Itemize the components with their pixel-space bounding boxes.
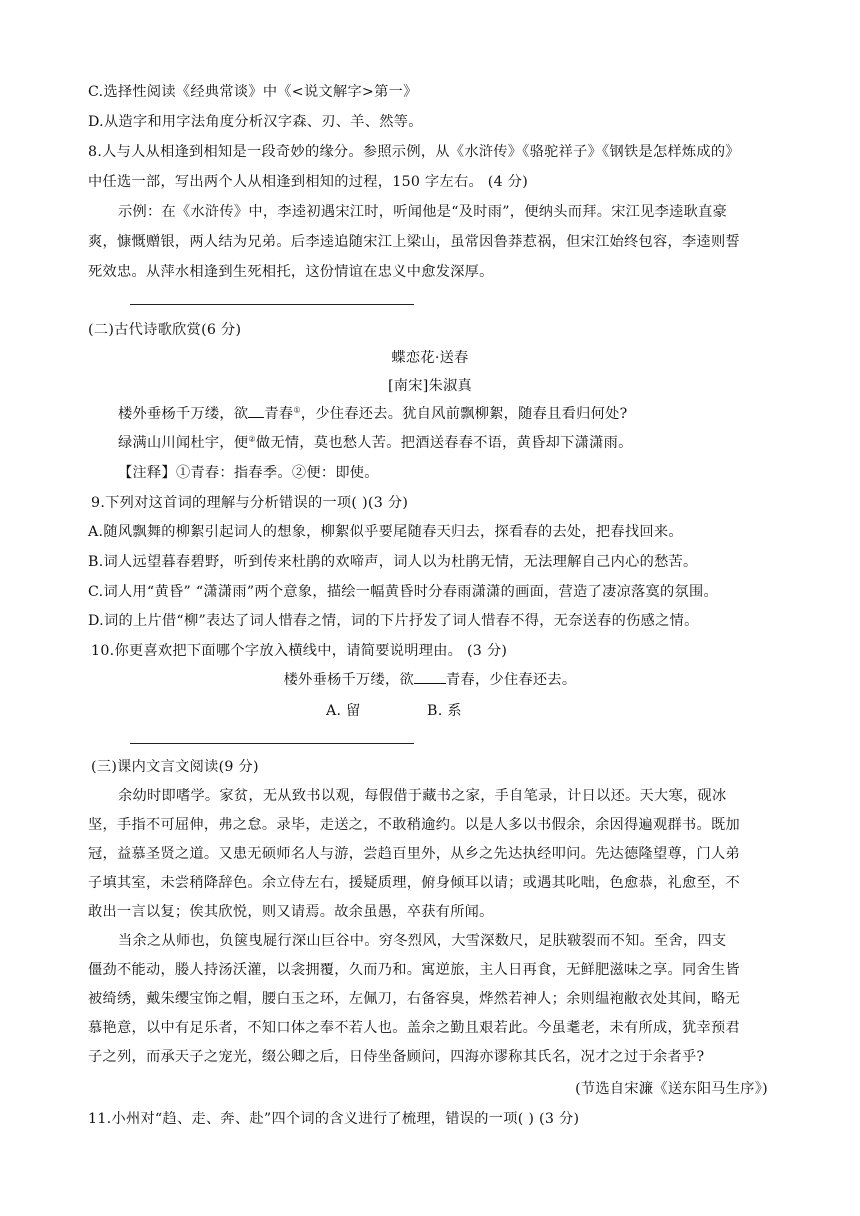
q8-answer-line[interactable] (130, 304, 414, 305)
option-c-line: C.选择性阅读《经典常谈》中《<说文解字>第一》 (88, 84, 418, 100)
q10-line-end: 青春，少住春还去。 (446, 672, 577, 688)
poem-line-1-end: ，少住春还去。犹自风前飘柳絮，随春且看归何处? (300, 406, 628, 422)
q10-blank[interactable] (414, 683, 446, 684)
q10-line-start: 楼外垂杨千万缕，欲 (283, 672, 414, 688)
poem-line-2 (118, 433, 633, 453)
q10-option-a[interactable]: A. 留 (326, 703, 361, 719)
poem-title: 蝶恋花·送春 (391, 350, 469, 366)
passage-p2-line: 慕艳意，以中有足乐者，不知口体之奉不若人也。盖余之勤且艰若此。今虽耄老，未有所成，犹幸预君 (88, 1020, 740, 1036)
poem-line-2-start: 绿满山川闻杜宇，便 (118, 435, 249, 451)
q10-answer-line[interactable] (130, 743, 414, 744)
section-2-heading: (二)古代诗歌欣赏(6 分) (88, 322, 242, 338)
passage-source: (节选自宋濂《送东阳马生序》) (575, 1081, 768, 1097)
poem-line-1 (118, 404, 628, 424)
passage-p2-line: 当余之从师也，负箧曳屣行深山巨谷中。穷冬烈风，大雪深数尺，足肤皲裂而不知。至舍，四支 (118, 933, 727, 949)
passage-p1-line: 坚，手指不可屈伸，弗之怠。录毕，走送之，不敢稍逾约。以是人多以书假余，余因得遍观群书。既加 (88, 817, 740, 833)
q9-prompt: 9.下列对这首词的理解与分析错误的一项( )(3 分) (91, 495, 409, 511)
passage-p2-line: 僵劲不能动，媵人持汤沃灌，以衾拥覆，久而乃和。寓逆旅，主人日再食，无鲜肥滋味之享。同舍生皆 (88, 962, 740, 978)
passage-p1-line: 冠，益慕圣贤之道。又患无硕师名人与游，尝趋百里外，从乡之先达执经叩问。先达德隆望尊，门人弟 (88, 846, 740, 862)
q8-prompt-line-2: 中任选一部，写出两个人从相逢到相知的过程，150 字左右。 (4 分) (88, 174, 529, 190)
q9-option-d[interactable]: D.词的上片借“柳”表达了词人惜春之情，词的下片抒发了词人惜春不得，无奈送春的伤感之情。 (88, 613, 699, 629)
q8-example-line-1: 示例：在《水浒传》中，李逵初遇宋江时，听闻他是“及时雨”，便纳头而拜。宋江见李逵耿直豪 (118, 204, 728, 220)
section-3-heading: (三)课内文言文阅读(9 分) (91, 759, 259, 775)
q10-line (0, 670, 860, 690)
poem-author: [南宋]朱淑真 (387, 378, 473, 394)
q8-example-line-3: 死效忠。从萍水相逢到生死相托，这份情谊在忠义中愈发深厚。 (88, 264, 494, 280)
passage-p1-line: 子填其室，未尝稍降辞色。余立侍左右，援疑质理，俯身倾耳以请；或遇其叱咄，色愈恭，礼愈至，不 (88, 875, 740, 891)
passage-p2-line: 被绮绣，戴朱缨宝饰之帽，腰白玉之环，左佩刀，右备容臭，烨然若神人；余则缊袍敝衣处其间，略无 (88, 991, 740, 1007)
poem-blank[interactable] (248, 417, 264, 418)
q8-example-line-2: 爽，慷慨赠银，两人结为兄弟。后李逵追随宋江上梁山，虽常因鲁莽惹祸，但宋江始终包容，李逵则誓 (88, 234, 740, 250)
poem-line-1-start: 楼外垂杨千万缕，欲 (118, 406, 249, 422)
note-marker-2: ② (248, 434, 256, 444)
note-marker-1: ① (293, 405, 301, 415)
q10-prompt: 10.你更喜欢把下面哪个字放入横线中，请简要说明理由。 (3 分) (91, 643, 508, 659)
q9-option-a[interactable]: A.随风飘舞的柳絮引起词人的想象，柳絮似乎要尾随春天归去，探看春的去处，把春找回来。 (88, 524, 683, 540)
poem-line-1-word: 青春 (264, 406, 294, 422)
q11-prompt: 11.小州对“趋、走、奔、赴”四个词的含义进行了梳理，错误的一项( ) (3 分) (88, 1111, 580, 1127)
q9-option-c[interactable]: C.词人用“黄昏” “潇潇雨”两个意象，描绘一幅黄昏时分春雨潇潇的画面，营造了凄凉落寞的氛围。 (88, 584, 718, 600)
passage-p1-line: 敢出一言以复；俟其欣悦，则又请焉。故余虽愚，卒获有所闻。 (88, 904, 494, 920)
poem-line-2-end: 做无情，莫也愁人苦。把酒送春春不语，黄昏却下潇潇雨。 (255, 435, 633, 451)
passage-p1-line: 余幼时即嗜学。家贫，无从致书以观，每假借于藏书之家，手自笔录，计日以还。天大寒，砚冰 (118, 788, 727, 804)
passage-p2-line: 子之列，而承天子之宠光，缀公卿之后，日侍坐备顾问，四海亦谬称其氏名，况才之过于余者乎? (88, 1049, 705, 1065)
option-d-line: D.从造字和用字法角度分析汉字森、刃、羊、然等。 (88, 114, 423, 130)
q10-option-b[interactable]: B. 系 (427, 703, 462, 719)
poem-note: 【注释】①青春：指春季。②便：即使。 (118, 465, 379, 481)
q8-prompt-line-1: 8.人与人从相逢到相知是一段奇妙的缘分。参照示例，从《水浒传》《骆驼祥子》《钢铁是怎样炼成的》 (88, 144, 740, 160)
q9-option-b[interactable]: B.词人远望暮春碧野，听到传来杜鹃的欢啼声，词人以为杜鹃无情，无法理解自己内心的愁苦。 (88, 554, 698, 570)
